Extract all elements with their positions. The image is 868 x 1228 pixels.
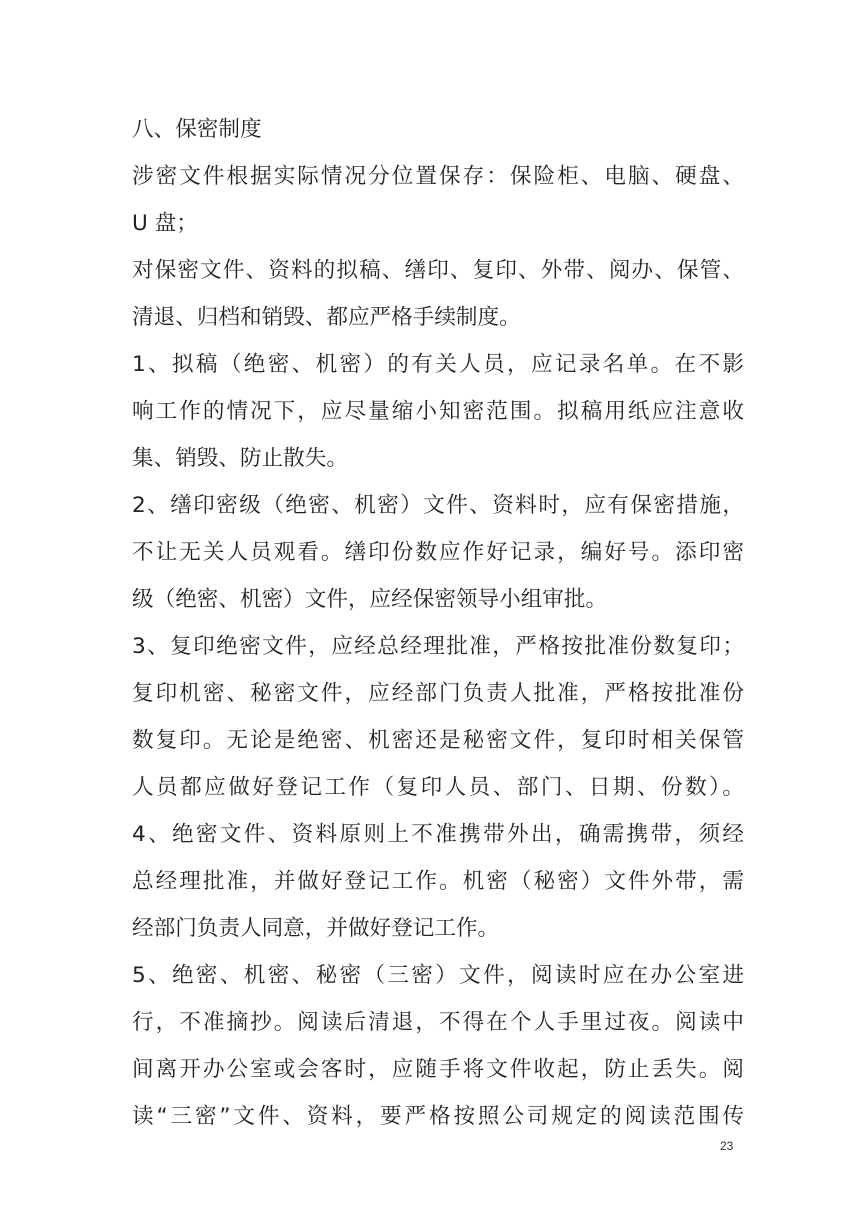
paragraph-line: 行，不准摘抄。阅读后清退，不得在个人手里过夜。阅读中 xyxy=(132,1010,744,1035)
paragraph-line: 读“三密”文件、资料，要严格按照公司规定的阅读范围传 xyxy=(132,1104,744,1129)
paragraph-line: 涉密文件根据实际情况分位置保存：保险柜、电脑、硬盘、 xyxy=(132,164,744,189)
paragraph-line: 1、拟稿（绝密、机密）的有关人员，应记录名单。在不影 xyxy=(132,352,744,377)
paragraph-line: 集、销毁、防止散失。 xyxy=(132,446,348,471)
paragraph-line: 3、复印绝密文件，应经总经理批准，严格按批准份数复印； xyxy=(132,634,744,659)
paragraph-line: 经部门负责人同意，并做好登记工作。 xyxy=(132,916,500,941)
paragraph-line: 2、缮印密级（绝密、机密）文件、资料时，应有保密措施， xyxy=(132,493,744,518)
paragraph-line: 数复印。无论是绝密、机密还是秘密文件，复印时相关保管 xyxy=(132,728,744,753)
section-heading: 八、保密制度 xyxy=(132,117,262,142)
page-number: 23 xyxy=(720,1139,734,1153)
paragraph-line: U 盘； xyxy=(132,211,198,236)
paragraph-line: 对保密文件、资料的拟稿、缮印、复印、外带、阅办、保管、 xyxy=(132,258,744,283)
paragraph-line: 清退、归档和销毁、都应严格手续制度。 xyxy=(132,305,521,330)
paragraph-line: 5、绝密、机密、秘密（三密）文件，阅读时应在办公室进 xyxy=(132,963,744,988)
paragraph-line: 复印机密、秘密文件，应经部门负责人批准，严格按批准份 xyxy=(132,681,744,706)
paragraph-line: 人员都应做好登记工作（复印人员、部门、日期、份数）。 xyxy=(132,775,744,800)
paragraph-line: 级（绝密、机密）文件，应经保密领导小组审批。 xyxy=(132,587,608,612)
paragraph-line: 间离开办公室或会客时，应随手将文件收起，防止丢失。阅 xyxy=(132,1057,744,1082)
document-body xyxy=(132,106,744,1140)
paragraph-line: 总经理批准，并做好登记工作。机密（秘密）文件外带，需 xyxy=(132,869,744,894)
paragraph-line: 不让无关人员观看。缮印份数应作好记录，编好号。添印密 xyxy=(132,540,744,565)
paragraph-line: 4、绝密文件、资料原则上不准携带外出，确需携带，须经 xyxy=(132,822,744,847)
paragraph-line: 响工作的情况下，应尽量缩小知密范围。拟稿用纸应注意收 xyxy=(132,399,744,424)
